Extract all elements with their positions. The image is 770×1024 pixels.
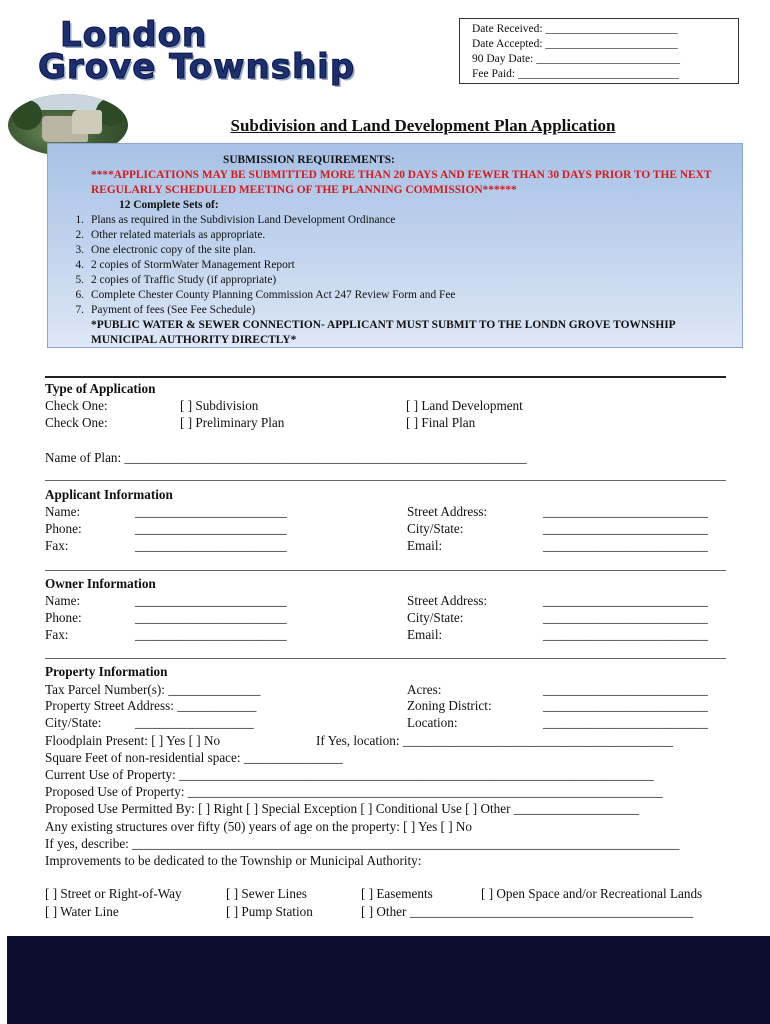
list-item [75,273,455,288]
zoning-label: Zoning District: [407,698,492,713]
applicant-name-label: Name: [45,504,81,519]
owner-heading: Owner Information [45,576,156,591]
footer-band [7,936,770,1024]
check-one-label-2: Check One: [45,415,108,430]
list-item [75,258,455,273]
list-item [75,213,455,228]
list-item [75,243,455,258]
applicant-fax-field[interactable]: _______________________ [135,538,287,553]
list-text: 2 copies of StormWater Management Report [91,259,295,271]
owner-phone-field[interactable]: _______________________ [135,610,287,625]
owner-name-field[interactable]: _______________________ [135,593,287,608]
location-field[interactable]: _________________________ [543,715,708,730]
list-number: 1. [75,214,84,226]
page-title: Subdivision and Land Development Plan Application [230,116,616,135]
applicant-name-field[interactable]: _______________________ [135,504,287,519]
applicant-fax-label: Fax: [45,538,69,553]
owner-email-field[interactable]: _________________________ [543,627,708,642]
owner-fax-label: Fax: [45,627,69,642]
list-number: 3. [75,244,84,256]
owner-city-field[interactable]: _________________________ [543,610,708,625]
existing-structures-checkbox[interactable]: Any existing structures over fifty (50) years of age on the property: [ ] Yes [ ] No [45,819,473,834]
type-of-application-heading: Type of Application [45,381,156,396]
open-space-checkbox[interactable]: [ ] Open Space and/or Recreational Lands [481,886,703,901]
applicant-phone-label: Phone: [45,521,82,536]
square-feet-field[interactable]: Square Feet of non-residential space: _______________ [45,750,343,765]
list-number: 6. [75,289,84,301]
sewer-lines-checkbox[interactable]: [ ] Sewer Lines [226,886,307,901]
logo-line-1: London [60,15,208,55]
applicant-street-field[interactable]: _________________________ [543,504,708,519]
applicant-city-field[interactable]: _________________________ [543,521,708,536]
requirements-warning: ****APPLICATIONS MAY BE SUBMITTED MORE THAN 20 DAYS AND FEWER THAN 30 DAYS PRIOR TO THE NEXT REGULARLY SCHEDULED MEETING OF THE PLANNING COMMISSION****** [91,169,712,196]
property-street-field[interactable]: Property Street Address: ____________ [45,698,257,713]
land-development-checkbox[interactable]: [ ] Land Development [406,398,523,413]
proposed-use-field[interactable]: Proposed Use of Property: ________________________________________________________________________ [45,784,663,799]
owner-street-label: Street Address: [407,593,488,608]
applicant-email-label: Email: [407,538,443,553]
list-number: 2. [75,229,84,241]
owner-phone-label: Phone: [45,610,82,625]
floodplain-location-field[interactable]: If Yes, location: _________________________________________ [316,733,674,748]
check-one-label-1: Check One: [45,398,108,413]
list-text: Complete Chester County Planning Commission Act 247 Review Form and Fee [91,289,456,301]
permitted-by-field[interactable]: Proposed Use Permitted By: [ ] Right [ ] Special Exception [ ] Conditional Use [ ] Other ___________________ [45,801,640,816]
final-plan-checkbox[interactable]: [ ] Final Plan [406,415,476,430]
owner-email-label: Email: [407,627,443,642]
current-use-field[interactable]: Current Use of Property: ________________________________________________________________________ [45,767,654,782]
owner-fax-field[interactable]: _______________________ [135,627,287,642]
office-use-box [459,18,739,84]
submission-requirements-box [47,143,743,348]
applicant-street-label: Street Address: [407,504,488,519]
list-text: Plans as required in the Subdivision Land Development Ordinance [91,214,396,226]
requirements-list [75,213,456,318]
applicant-heading: Applicant Information [45,487,173,502]
other-improvement-field[interactable]: [ ] Other ___________________________________________ [361,904,694,919]
list-item [75,303,455,318]
township-logo [38,14,418,87]
improvements-label: Improvements to be dedicated to the Township or Municipal Authority: [45,853,422,868]
requirements-heading: SUBMISSION REQUIREMENTS: [223,154,395,166]
zoning-field[interactable]: _________________________ [543,698,708,713]
tax-parcel-field[interactable]: Tax Parcel Number(s): ______________ [45,682,261,697]
list-text: One electronic copy of the site plan. [91,244,256,256]
section-divider [45,480,726,481]
property-city-label: City/State: [45,715,102,730]
list-item [75,228,455,243]
list-number: 5. [75,274,84,286]
section-divider [45,376,726,378]
list-item [75,288,456,303]
list-text: 2 copies of Traffic Study (if appropriate) [91,274,277,286]
list-number: 4. [75,259,84,271]
subdivision-checkbox[interactable]: [ ] Subdivision [180,398,259,413]
water-sewer-note: *PUBLIC WATER & SEWER CONNECTION- APPLICANT MUST SUBMIT TO THE LONDN GROVE TOWNSHIP MUNICIPAL AUTHORITY DIRECTLY* [91,319,675,346]
street-row-checkbox[interactable]: [ ] Street or Right-of-Way [45,886,182,901]
acres-field[interactable]: _________________________ [543,682,708,697]
name-of-plan-field[interactable]: Name of Plan: _____________________________________________________________ [45,450,527,465]
date-received-field[interactable]: Date Received: _______________________ [472,23,678,35]
fee-paid-field[interactable]: Fee Paid: ____________________________ [472,68,679,80]
logo-line-2: Grove Township [38,47,356,87]
owner-street-field[interactable]: _________________________ [543,593,708,608]
ninety-day-date-field[interactable]: 90 Day Date: _________________________ [472,53,680,65]
applicant-phone-field[interactable]: _______________________ [135,521,287,536]
acres-label: Acres: [407,682,442,697]
owner-city-label: City/State: [407,610,464,625]
list-text: Other related materials as appropriate. [91,229,266,241]
property-city-field[interactable]: __________________ [135,715,254,730]
water-line-checkbox[interactable]: [ ] Water Line [45,904,119,919]
applicant-city-label: City/State: [407,521,464,536]
section-divider [45,570,726,571]
location-label: Location: [407,715,458,730]
describe-field[interactable]: If yes, describe: ___________________________________________________________________________________ [45,836,680,851]
preliminary-plan-checkbox[interactable]: [ ] Preliminary Plan [180,415,285,430]
list-number: 7. [75,304,84,316]
applicant-email-field[interactable]: _________________________ [543,538,708,553]
list-text: Payment of fees (See Fee Schedule) [91,304,256,316]
easements-checkbox[interactable]: [ ] Easements [361,886,433,901]
date-accepted-field[interactable]: Date Accepted: _______________________ [472,38,678,50]
pump-station-checkbox[interactable]: [ ] Pump Station [226,904,313,919]
floodplain-checkbox[interactable]: Floodplain Present: [ ] Yes [ ] No [45,733,221,748]
owner-name-label: Name: [45,593,81,608]
section-divider [45,658,726,659]
property-heading: Property Information [45,664,168,679]
requirements-sets: 12 Complete Sets of: [119,199,219,211]
